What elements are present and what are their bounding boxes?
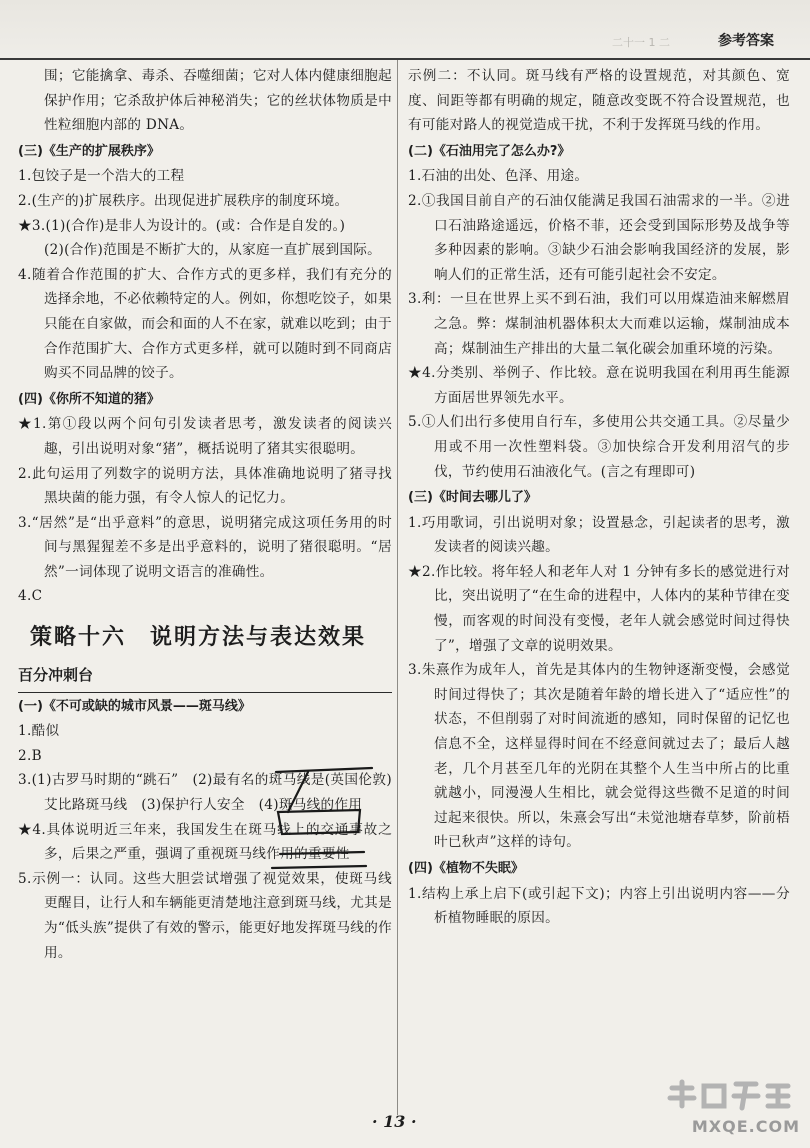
list-item: (2)(合作)范围是不断扩大的，从家庭一直扩展到国际。 [44, 242, 382, 259]
right-column [408, 64, 790, 931]
list-item: 2.此句运用了列数字的说明方法，具体准确地说明了猪寻找黑块菌的能力强，有令人惊人的记忆力。 [18, 465, 392, 507]
list-item: 1.石油的出处、色泽、用途。 [408, 168, 589, 185]
list-item: 3.利：一旦在世界上买不到石油，我们可以用煤造油来解燃眉之急。弊：煤制油机器体积太大而难以运输，煤制油成本高；煤制油生产排出的大量二氧化碳会加重环境的污染。 [408, 291, 790, 357]
section-3-title: (三)《时间去哪儿了》 [408, 490, 537, 506]
list-item: 2.B [18, 747, 42, 764]
column-divider [397, 60, 398, 1115]
list-item: 2.(生产的)扩展秩序。出现促进扩展秩序的制度环境。 [18, 192, 349, 209]
chapter-subheading: 百分冲刺台 [18, 666, 94, 685]
list-item: 2.①我国目前自产的石油仅能满足我国石油需求的一半。②进口石油路途遥远，价格不菲，还会受到国际形势及战争等多种因素的影响。③缺少石油会影响我国经济的发展，影响人们的正常生活，还有可能引起社会不安定。 [408, 192, 790, 283]
list-item: ★1.第①段以两个问句引发读者思考，激发读者的阅读兴趣，引出说明对象“猪”，概括说明了猪其实很聪明。 [18, 416, 392, 457]
section-4-title: (四)《植物不失眠》 [408, 861, 524, 876]
intro-paragraph: 围；它能擒拿、毒杀、吞噬细菌；它对人体内健康细胞起保护作用；它杀敌护体后神秘消失；它的丝状体物质是中性粒细胞内部的 DNA。 [44, 68, 392, 134]
list-item: ★4.具体说明近三年来，我国发生在斑马线上的交通事故之多，后果之严重，强调了重视斑马线作用的重要性 [18, 821, 392, 863]
list-item: 3.“居然”是“出乎意料”的意思，说明猪完成这项任务用的时间与黑猩猩差不多是出乎意料的，说明了猪很聪明。“居然”一词体现了说明文语言的准确性。 [18, 514, 392, 580]
list-item: 3.朱熹作为成年人，首先是其体内的生物钟逐渐变慢，会感觉时间过得快了；其次是随着年龄的增长进入了“适应性”的状态，不但削弱了对时间流逝的感知，同时保留的记忆也信息不全，这样显得时间在不经意间就过去了；最后人越老，几个月甚至几年的光阴在其整个人生当中所占的比重就越小，同漫漫人生相比，就会觉得这些微不足道的时间过起来很快。所以，朱熹会写出“未觉池塘春草梦，阶前梧叶已秋声”这样的诗句。 [408, 662, 790, 851]
list-item: 1.包饺子是一个浩大的工程 [18, 168, 185, 185]
watermark-text: MXQE.COM [691, 1117, 800, 1136]
list-item: 5.示例一：认同。这些大胆尝试增强了视觉效果，使斑马线更醒目，让行人和车辆能更清楚地注意到斑马线，尤其是为“低头族”提供了有效的警示，能更好地发挥斑马线的作用。 [18, 870, 392, 961]
list-item: 4.随着合作范围的扩大、合作方式的更多样，我们有充分的选择余地，不必依赖特定的人。例如，你想吃饺子，如果只能在自家做，而会和面的人不在家，就难以吃到；由于合作范围扩大、合作方式更多样，就可以随时到不同商店购买不同品牌的饺子。 [18, 266, 392, 382]
section-4-title: (四)《你所不知道的猪》 [18, 391, 160, 407]
list-item: 3.(1)古罗马时期的“跳石” (2)最有名的斑马线是(英国伦敦)艾比路斑马线 (3)保护行人安全 (4)斑马线的作用 [18, 772, 392, 814]
list-item: 1.结构上承上启下(或引起下文)；内容上引出说明内容——分析植物睡眠的原因。 [408, 885, 790, 927]
section-1-title: (一)《不可或缺的城市风景——斑马线》 [18, 692, 392, 720]
section-2-title: (二)《石油用完了怎么办?》 [408, 143, 571, 159]
chapter-heading: 策略十六 说明方法与表达效果 [30, 625, 367, 651]
list-item: ★2.作比较。将年轻人和老年人对 1 分钟有多长的感觉进行对比，突出说明了“在生命的进程中，人体内的某种节律在变慢，而客观的时间没有变慢，老年人就会感觉时间过得快了”，增强了文章的说明效果。 [408, 563, 790, 654]
list-item: 4.C [18, 588, 43, 605]
header-faint-text: 二十一 1 二 [612, 36, 670, 49]
list-item: ★3.(1)(合作)是非人为设计的。(或：合作是自发的。) [18, 217, 346, 234]
list-item: ★4.分类别、举例子、作比较。意在说明我国在利用再生能源方面居世界领先水平。 [408, 365, 790, 406]
list-item: 5.①人们出行多使用自行车，多使用公共交通工具。②尽量少用或不用一次性塑料袋。③加快综合开发利用沼气的步伐，节约使用石油液化气。(言之有理即可) [408, 414, 790, 480]
list-item: 1.酷似 [18, 723, 60, 740]
header-title: 参考答案 [718, 33, 774, 49]
example-2-paragraph: 示例二：不认同。斑马线有严格的设置规范，对其颜色、宽度、间距等都有明确的规定，随意改变既不符合设置规范，也有可能对路人的视觉造成干扰，不利于发挥斑马线的作用。 [408, 68, 790, 134]
section-3-title: (三)《生产的扩展秩序》 [18, 143, 160, 159]
list-item: 1.巧用歌词，引出说明对象；设置悬念，引起读者的思考，激发读者的阅读兴趣。 [408, 514, 790, 556]
handwritten-stamp [268, 760, 378, 880]
page-header [0, 0, 810, 60]
page-number: · 13 · [372, 1112, 417, 1131]
